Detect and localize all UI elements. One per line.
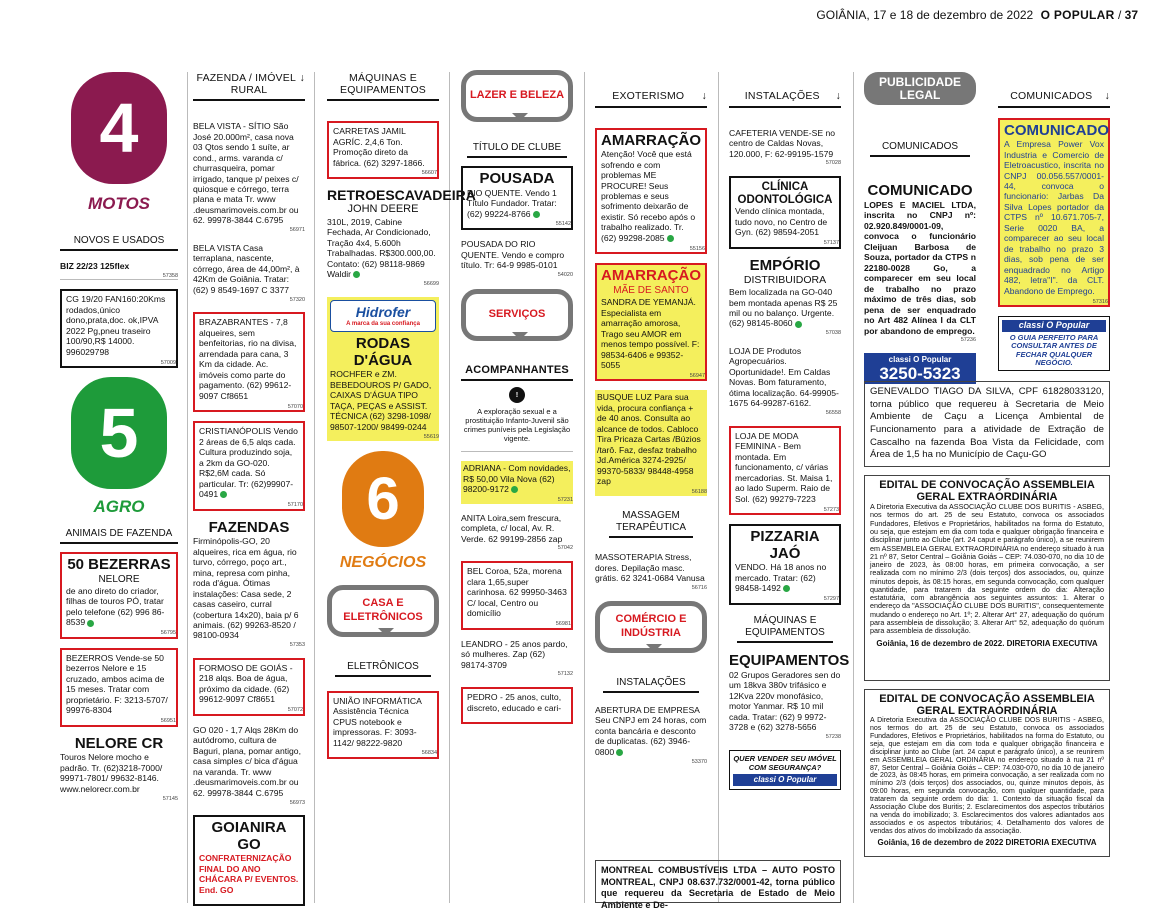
ad-code: 57170 [287,501,303,508]
section-badge-agro: 5 [71,377,167,489]
promo-guia-perfeito[interactable] [998,316,1110,371]
ad-code: 57273 [823,506,839,513]
ad-adriana[interactable] [461,461,573,503]
ad-code: 57297 [823,596,839,603]
classi-phone-box[interactable] [864,353,976,384]
ad-text: BELA VISTA - SÍTIO São José 20.000m², casa nova 03 Qtos sendo 1 suíte, ar cond., arms. varanda c/ churrasqueira, pomar irrigado, tanque p/ peixes c/ quiosque e córrego, terra plana e mata Tr. www .deusmarimoveis.com.br ou 62. 99978-3844 C.6795 [193,121,299,226]
arrow-down-icon: ↓ [1104,90,1110,102]
badge-publicidade-legal: PUBLICIDADE LEGAL [864,72,976,105]
section-title: FAZENDA / IMÓVEL RURAL [196,72,297,96]
ad-code: 56981 [555,620,571,627]
whatsapp-icon [783,585,790,592]
section-label-negocios: NEGÓCIOS [339,554,427,572]
brand-text: classi [888,355,911,365]
ad-code: 53370 [691,758,707,765]
ad-busque-luz[interactable] [595,390,707,495]
ad-title: NELORE CR [74,734,164,752]
tag-lazer-beleza [461,70,573,122]
ad-title: FAZENDAS [208,518,290,536]
section-title: EXOTERISMO [612,90,685,102]
tag-label: COMÉRCIO E INDÚSTRIA [615,612,687,639]
column-comunicados-right [998,70,1110,903]
ad-abertura-empresa[interactable] [595,705,707,765]
ad-subtitle: JOHN DEERE [347,203,419,216]
subsection-novos-usados: NOVOS E USADOS [60,235,178,251]
ad-code: 56973 [289,799,305,806]
arrow-down-icon: ↓ [299,72,305,84]
ad-bela-vista-sitio[interactable] [193,121,305,234]
ad-title: COMUNICADO [867,182,973,200]
ad-subtitle: NELORE [98,573,140,585]
ad-code: 57009 [160,359,176,366]
header-page-number: 37 [1124,8,1138,22]
ad-code: 57132 [557,671,573,678]
ad-text: CG 19/20 FAN160:20Kms rodados,único dono,prata,doc. ok,IPVA 2022 Pg,pneu traseiro 100/90,R$ 14000. 996029798 [66,294,166,357]
subsection-maquinas: MÁQUINAS E EQUIPAMENTOS [737,615,833,643]
ad-carretas[interactable] [327,121,439,179]
ad-code: 57231 [557,497,573,503]
brand-text: classi [753,774,776,784]
ad-code: 56558 [825,410,841,417]
ad-text: LEANDRO - 25 anos pardo, só mulheres. Zap (62) 98174-3709 [461,638,568,670]
ad-code: 57137 [823,240,839,247]
ad-text: UNIÃO INFORMÁTICA Assistência Técnica CPUS notebook e impressoras. F: 3093-1142/ 98222-9820 [333,695,422,748]
ad-text: Bem localizada na GO-040 bem montada apenas R$ 25 mil ou no balanço. Urgente. (62) 98145-8060 [729,287,838,329]
ad-cg[interactable] [60,289,178,368]
ad-text: Vendo clínica montada, tudo novo, no Centro de Gyn. (62) 98594-2051 [735,206,828,238]
section-label-agro: AGRO [93,497,145,517]
ad-code: 57145 [162,795,178,802]
ad-text: ADRIANA - Com novidades, R$ 50,00 Vila Nova (62) 98200-9172 [463,463,571,495]
ad-code: 57358 [162,272,178,279]
ad-code: 57316 [1092,298,1108,305]
header-separator: / [1117,8,1122,22]
phone-number: 3250-5323 [879,363,961,383]
ad-code: 55619 [423,434,439,441]
ad-code: 56699 [423,281,439,288]
ad-code: 57070 [287,403,303,410]
section-badge-negocios: 6 [342,451,424,547]
ad-text: Touros Nelore mocho e padrão. Tr. (62)3218-7000/ 99971-7801/ 99632-8146. www.nelorecr.com.br [60,752,163,794]
ad-pedro[interactable] [461,687,573,724]
ad-text: BIZ 22/23 125flex [60,260,130,271]
edital-signature: Goiânia, 16 de dezembro de 2022 DIRETORIA EXECUTIVA [877,837,1097,847]
ad-text: Firminópolis-GO, 20 alqueires, rica em água, rio turvo, córrego, poço art., mina, represa com pinha, roda d'água. Ótimas instalações: Casa sede, 2 casas caseiro, curral (cobertura 14x20), baia p/ 6 animais. (62) 99263-8520 / 98100-0934 [193,536,299,641]
page-header [816,8,1138,23]
section-header-acompanhantes: ACOMPANHANTES [461,361,573,381]
brand-text-2: O Popular [1046,320,1090,331]
notice-exploracao [461,387,573,453]
ad-text: A Empresa Power Vox Industria e Comercio de Eletroacustico, inscrita no CNPJ 00.056.557/0001-44, convoca o funcionario: Jarbas Da Silva Lopes portador da CTPS nº 10.671.705-7, Serie 0020 BA, a comparecer ao seu local de trabalho no prazo 3 dias, sob pena de ser enquadrado no Artigo 482, letra"I". da CLT. Abandono de Emprego. [1004,139,1104,296]
ad-formoso[interactable] [193,658,305,716]
subsection-titulo-clube: TÍTULO DE CLUBE [467,142,567,158]
tag-casa-eletronicos [327,585,439,637]
promo-text: O GUIA PERFEITO PARA CONSULTAR ANTES DE FECHAR QUALQUER NEGÓCIO. [1009,333,1099,367]
tag-label: SERVIÇOS [488,307,546,320]
column-fazenda [193,70,305,903]
ad-code: 57042 [557,545,573,552]
section-header-comunicados [998,88,1110,108]
ad-text: FORMOSO DE GOIÁS - 218 alqs. Boa de água, próximo da cidade. (62) 99612-9097 Cf8651 [199,662,293,705]
edital-signature: Goiânia, 16 de dezembro de 2022. DIRETORIA EXECUTIVA [876,638,1098,648]
ad-code: 56971 [289,227,305,234]
ad-amarracao-mae-santo[interactable] [595,263,707,381]
ad-text: CRISTIANÓPOLIS Vendo 2 áreas de 6,5 alqs cada. Cultura produzindo soja, a 2km da GO-020. R$2,6M cada. Só particular. Tr: (62)99907-0491 [199,426,298,500]
column-lazer-servicos [461,70,573,903]
ad-cafeteria[interactable] [729,128,841,167]
ad-loja-agropecuarios[interactable] [729,346,841,417]
ad-massoterapia[interactable] [595,552,707,591]
ad-pousada[interactable] [461,166,573,230]
notice-text: A exploração sexual e a prostituição Infanto-Juvenil são crimes puníveis pela Legislação vigente. [463,406,571,444]
ad-text: VENDO. Há 18 anos no mercado. Tratar: (62) 98458-1492 [735,562,827,594]
ad-code: 57072 [287,707,303,714]
ad-clinica[interactable] [729,176,841,249]
classi-logo [733,774,837,786]
ad-text: BELA VISTA Casa terraplana, nascente, córrego, área de 44,00m², à 42Km de Goiânia. Tratar: (62) 9 8549-1697 C 3377 [193,242,300,295]
logo-text: Hidrofer [355,303,411,320]
column-instalacoes [729,70,850,903]
ad-text: CONFRATERNIZAÇÃO FINAL DO ANO CHÁCARA P/ EVENTOS. End. GO [199,853,299,895]
ad-anita[interactable] [461,513,573,552]
subsection-instalacoes: INSTALAÇÕES [603,677,699,693]
ad-code: 56188 [691,489,707,496]
ad-code: 57038 [825,330,841,337]
ad-loja-moda[interactable] [729,426,841,515]
ad-cristianopolis[interactable] [193,421,305,510]
ad-title: AMARRAÇÃO [601,267,701,285]
whatsapp-icon [87,620,94,627]
promo-text: QUER VENDER SEU IMÓVEL COM SEGURANÇA? [733,753,837,772]
ad-code: 56716 [691,584,707,591]
tag-servicos [461,289,573,341]
ad-subtitle: DISTRIBUIDORA [743,274,827,287]
section-label-motos: MOTOS [87,194,151,213]
ad-code: 55142 [555,221,571,228]
ad-code: 57353 [289,642,305,649]
legal-notice-montreal: MONTREAL COMBUSTÍVEIS LTDA – AUTO POSTO MONTREAL, CNPJ 08.637.732/0001-42, torna público que requereu da Secretaria de Estado de Meio Ambiente e De- [595,860,841,903]
ad-text: PEDRO - 25 anos, culto, discreto, educado e cari- [467,692,562,713]
ad-pizzaria[interactable] [729,524,841,604]
ad-retroescavadeira[interactable] [327,187,476,288]
ad-code: 57320 [289,296,305,303]
header-publication: O POPULAR [1040,8,1115,22]
whatsapp-icon [511,486,518,493]
ad-code: 56795 [160,630,176,637]
edital-text: A Diretoria Executiva da ASSOCIAÇÃO CLUBE DOS BURITIS - ASBEG, nos termos do art. 25 de seu Estatuto, convoca os associados Fundadores, Efetivos e Proprietários, habilitados na forma do Estatuto, ou seja, que estejam em dia com toda e qualquer obrigação financeira e disciplinar junto ao Clube (art. 24 caput e parágrafo único), a se reunirem em ASSEMBLEIA GERAL EXTRAORDINÁRIA no endereço situado à rua 21 nº 87, Setor Central – Goiânia Goiás – CEP: 74.030-070, no dia 10 de janeiro de 2023, às 08:00 horas, em primeira convocação, a ser realizada com no mínimo 2/3 (dois terços) dos associados, ou, quinze minutos depois, às 08:15 horas, em segunda convocação, com qualquer quantidade, para tratarem da seguinte ordem do dia: Alteração estatutária, com abrangência aos seguintes assuntos: 1. Alterar o endereço da "ASSOCIAÇÃO CLUBE DOS BURITIS", consequentemente mudando o endereço no Art. 1º; 2. Alterar Art° 27, adequação do quórum para assembleia de dissolução; 3. Alterar Art° 52, adequação do quórum para assembleia de dissolução. [870,502,1104,636]
ad-text: GO 020 - 1,7 Alqs 28Km do autódromo, cultura de Baguri, plana, pomar antigo, casa simples c/ bica d'água na varanda. Tr. www .deusmarimoveis.com.br ou 62. 99978-3844 C.6795 [193,724,301,798]
whatsapp-icon [795,321,802,328]
ad-equipamentos[interactable] [729,652,850,740]
edital-title: EDITAL DE CONVOCAÇÃO ASSEMBLEIA GERAL EXTRAORDINÁRIA [879,693,1095,717]
hidrofer-logo [330,300,436,332]
column-exoterismo [595,70,707,903]
ad-leandro[interactable] [461,639,573,678]
ad-fazendas[interactable] [193,520,305,649]
ad-text: CARRETAS JAMIL AGRÍC. 2,4,6 Ton. Promoção direto da fábrica. (62) 3297-1866. [333,126,425,168]
ad-title: EQUIPAMENTOS [729,652,850,670]
section-header-maquinas: MÁQUINAS E EQUIPAMENTOS [327,70,439,101]
ad-text: POUSADA DO RIO QUENTE. Vendo e compro título. Tr: 64-9 9985-0101 [461,239,565,271]
whatsapp-icon [667,235,674,242]
legal-notice-genevaldo: GENEVALDO TIAGO DA SILVA, CPF 61828033120, torna público que requereu à Secretaria de Meio Ambiente de Caçu a Licença Ambiental de Funcionamento para a atividade de Extração de Cascalho na fazenda Boa Vista da Felicidade, com Área de 1,5 ha no Município de Caçu-GO [864,381,1110,467]
ad-goianira[interactable] [193,815,305,906]
ad-title: 50 BEZERRAS [67,556,171,574]
ad-uniao-informatica[interactable] [327,691,439,759]
ad-title: RODAS D'ÁGUA [353,335,413,369]
ad-text: ANITA Loira,sem frescura, completa, c/ local, Av. R. Verde. 62 99199-2856 zap [461,512,563,544]
promo-vender-imovel[interactable] [729,750,841,790]
ad-text: LOJA DE Produtos Agropecuários. Oportunidade!. Em Caldas Novas. Bom faturamento, ótima localização. 64-99905-1675 64-99287-6162. [729,345,839,409]
section-badge-motos: 4 [71,72,167,184]
whatsapp-icon [533,211,540,218]
ad-comunicado-lopes[interactable] [864,183,976,344]
whatsapp-icon [220,491,227,498]
ad-text: BEL Coroa, 52a, morena clara 1,65,super carinhosa. 62 99950-3463 C/ local, Centro ou domicílio [467,566,567,619]
section-header-instalacoes [729,88,841,108]
ad-text: MASSOTERAPIA Stress, dores. Depilação masc. grátis. 62 3241-0684 Vanusa [595,552,705,584]
ad-brazabrantes[interactable] [193,312,305,412]
subsection-animais: ANIMAIS DE FAZENDA [60,528,178,544]
subsection-eletronicos: ELETRÔNICOS [335,661,431,677]
ad-text: BRAZABRANTES - 7,8 alqueires, sem benfeitorias, rio na divisa, arrendada para cana, 3 Km da cidade. Ac. imóveis como parte do pagamento. (62) 99612-9097 Cf8651 [199,317,297,401]
ad-text: 310L, 2019, Cabine Fechada, Ar Condicionado, Tração 4x4, 5.600h Trabalhadas. R$300.000,00. Contato: (62) 98118-9869 Waldir [327,216,436,280]
ad-text: CAFETERIA VENDE-SE no centro de Caldas Novas, 120.000, F: 62-99195-1579 [729,127,836,159]
ad-code: 56607 [421,170,437,177]
ad-text: ROCHFER e ZM. BEBEDOUROS P/ GADO, CAIXAS D'ÁGUA TIPO TAÇA, PEÇAS e ASSIST. TÉCNICA (62) 3298-1098/ 98507-1200/ 98499-0244 [330,369,432,432]
section-header-exoterismo [595,88,707,108]
ad-pousada-rio-quente[interactable] [461,239,573,278]
ad-subtitle: MÃE DE SANTO [613,284,689,296]
ad-comunicado-power-vox[interactable] [998,118,1110,308]
whatsapp-icon [353,271,360,278]
tag-label: CASA E ELETRÔNICOS [343,596,423,623]
ad-text: LOPES E MACIEL LTDA, inscrita no CNPJ nº: 02.920.849/0001-09, convoca o funcionário Cleijuan Barbosa de Souza, portador da CTPS n 22180-0028 Go, a comparecer em seu local de trabalho no prazo máximo de três dias, sob pena de ser enquadrado no Art 482 Alínea I da CLT por abandono de emprego. [864,199,976,336]
ad-title: GOIANIRA GO [211,819,287,853]
ad-emporio[interactable] [729,258,841,337]
brand-text: classi [1018,320,1044,331]
ad-text: ABERTURA DE EMPRESA Seu CNPJ em 24 horas, com conta bancária e desconto de duplicatas. (62) 3946-0800 [595,704,707,757]
ad-amarracao[interactable] [595,128,707,255]
whatsapp-icon [616,749,623,756]
brand-text-2: O Popular [778,774,817,784]
ad-code: 57238 [825,733,841,740]
ad-bezerros[interactable] [60,648,178,727]
ad-code: 54020 [557,271,573,278]
ad-title: AMARRAÇÃO [601,131,701,149]
ad-code: 57028 [825,160,841,167]
tag-label: LAZER E BELEZA [469,89,565,102]
subsection-comunicados: COMUNICADOS [870,141,970,157]
edital-title: EDITAL DE CONVOCAÇÃO ASSEMBLEIA GERAL EXTRAORDINÁRIA [879,479,1095,503]
section-title: COMUNICADOS [1010,90,1093,102]
ad-bel[interactable] [461,561,573,629]
ad-code: 56834 [421,750,437,757]
ad-biz[interactable] [60,261,178,280]
ad-go-020[interactable] [193,725,305,806]
ad-code: 56947 [689,372,705,379]
logo-tagline: A marca da sua confiança [346,320,420,327]
ad-text: de ano direto do criador, filhas de touros PÓ, tratar pelo telefone (62) 996 86-8539 [66,585,165,628]
header-date: GOIÂNIA, 17 e 18 de dezembro de 2022 [816,8,1034,22]
subsection-massagem: MASSAGEM TERAPÊUTICA [609,510,693,538]
ad-bela-vista-casa[interactable] [193,243,305,303]
ad-code: 57236 [960,337,976,344]
edital-text: A Diretoria Executiva da ASSOCIAÇÃO CLUBE DOS BURITIS - ASBEG, nos termos do art. 25 de seu Estatuto, convoca os associados Fundadores, Efetivos e Proprietários, habilitados na forma do Estatuto, ou seja, que estejam em dia com toda e qualquer obrigação financeira e disciplinar junto ao Clube (art. 24 caput e parágrafo único), a se reunirem em ASSEMBLEIA GERAL ORDINÁRIA no endereço situado à rua 21 nº 87, Setor Central – Goiânia Goiás – CEP: 74.030-070, no dia 10 de janeiro de 2023, às 08:45 horas, em primeira convocação, a ser realizada com no mínimo 2/3 (dois terços) dos associados, ou, quinze minutos depois, às 09:00 horas, em segunda convocação, com qualquer quantidade, para tratarem da seguinte ordem do dia: 1. Contexto da situação fiscal da Associação Clube dos Buritis; 2. Esclarecimentos dos aspectos tributários na venda do imobilizado; 3. Esclarecimentos dos valores adiantados aos associados e os aspectos tributários; 4. Detalhamento dos valores de vendas dos ativos do imobilizado da associação. [870,717,1104,835]
ad-title: CLÍNICA ODONTOLÓGICA [737,181,833,206]
ad-text: Atenção! Você que está sofrendo e com problemas ME PROCURE! Seus problemas e seus sofrimento deixarão de existir. Só recebo após o trabalho realizado. Tr. (62) 99298-2085 [601,149,696,243]
warning-icon: ! [509,387,525,403]
ad-title: EMPÓRIO [749,256,821,274]
ad-nelore-cr[interactable] [60,736,178,802]
column-motos-agro [60,70,178,903]
section-header-fazenda [193,70,305,101]
ad-title: PIZZARIA JAÓ [750,528,820,562]
ad-code: 56951 [160,718,176,725]
ad-text: BEZERROS Vende-se 50 bezerros Nelore e 15 cruzado, ambos acima de 15 meses. Tratar com proprietário. F: 3213-5707/ 99976-8304 [66,652,168,716]
ad-title: COMUNICADO [1004,121,1109,139]
arrow-down-icon: ↓ [835,90,841,102]
ad-title: POUSADA [479,170,555,188]
ad-rodas-dagua[interactable] [327,297,439,441]
classi-logo [1002,320,1106,332]
ad-text: 02 Grupos Geradores sen do um 18kva 380v trifásico e 12Kva 220v monofásico, motor Yanmar. R$ 10 mil cada. Tratar: (62) 9 9972-3728 e (62) 3278-5656 [729,669,841,733]
column-maquinas [327,70,476,903]
ad-text: LOJA DE MODA FEMININA - Bem montada. Em funcionamento, c/ várias mercadorias. St. Maisa 1, ao lado Superm. Raio de Sol. (62) 99279-7223 [735,430,833,504]
ad-code: 55156 [689,245,705,252]
ad-text: BUSQUE LUZ Para sua vida, procura confiança + de 40 anos. Consulta ao alcance de todos. Cabloco Tira Pricaza Cartas /Búzios /tarô. Faz, desfaz trabalho Jd.América 3274-2925/ 99370-5833/ 98448-4958 zap [597,392,701,487]
ad-text: SANDRA DE YEMANJÁ. Especialista em amarração amorosa, Trago seu AMOR em menos tempo possível. F: 98534-6406 e 99352-5055 [601,297,700,370]
arrow-down-icon: ↓ [701,90,707,102]
ad-50-bezerras[interactable] [60,552,178,639]
tag-comercio-industria [595,601,707,653]
brand-text-2: O Popular [913,355,952,365]
ad-text: RIO QUENTE. Vendo 1 Título Fundador. Tratar: (62) 99224-8766 [467,187,557,219]
section-title: INSTALAÇÕES [744,90,820,102]
ad-title: RETROESCAVADEIRA [327,187,476,204]
